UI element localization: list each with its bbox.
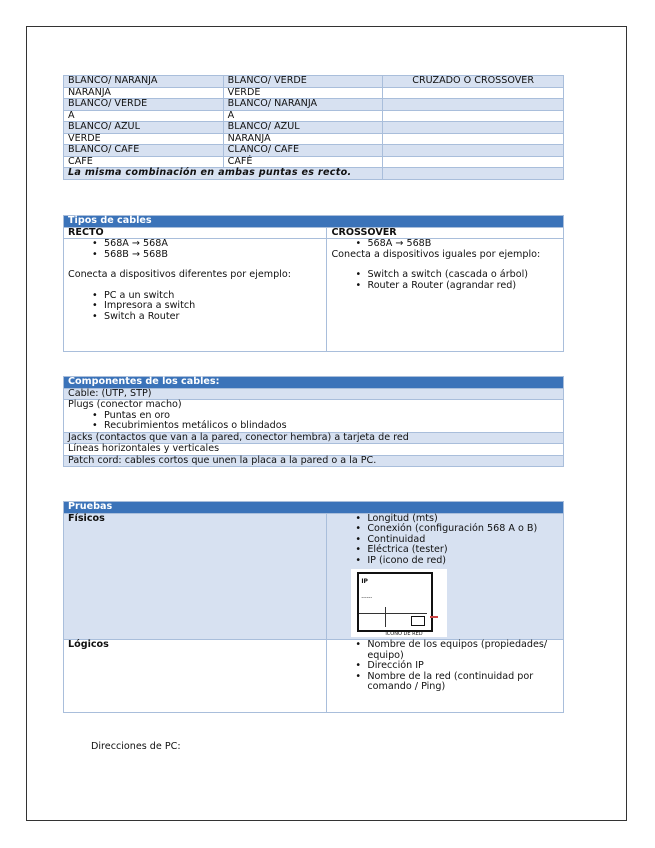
wiring-row <box>64 110 564 122</box>
components-plugs: Plugs (conector macho) <box>68 399 182 410</box>
wiring-cell <box>383 133 564 145</box>
wiring-cell: BLANCO/ NARANJA <box>64 76 224 88</box>
wiring-cell: BLANCO/ CAFE <box>64 145 224 157</box>
wiring-cell <box>383 145 564 157</box>
wiring-row <box>64 87 564 99</box>
wiring-row <box>64 145 564 157</box>
footer-text: Direcciones de PC: <box>91 741 181 752</box>
wiring-row <box>64 156 564 168</box>
recto-heading: RECTO <box>64 227 327 239</box>
network-plug-icon <box>411 616 425 626</box>
fisicos-item-4: • Eléctrica (tester) <box>355 545 559 556</box>
wiring-cell: VERDE <box>64 133 224 145</box>
plug-item-2: • Recubrimientos metálicos o blindados <box>92 421 559 432</box>
logicos-item-3: • Nombre de la red (continuidad por comando / Ping) <box>355 672 559 693</box>
logicos-label: Lógicos <box>64 640 327 713</box>
recto-std-1: • 568A → 568A <box>92 239 322 250</box>
components-title: Componentes de los cables: <box>64 377 564 389</box>
wiring-row <box>64 133 564 145</box>
components-patch: Patch cord: cables cortos que unen la placa a la pared o a la PC. <box>64 455 564 467</box>
wiring-cell: BLANCO/ VERDE <box>223 76 383 88</box>
wiring-cell: NARANJA <box>223 133 383 145</box>
tests-table <box>63 501 564 713</box>
recto-example-2: • Impresora a switch <box>92 301 322 312</box>
logicos-item-1: • Nombre de los equipos (propiedades/ equipo) <box>355 640 559 661</box>
wiring-cell <box>383 99 564 111</box>
wiring-row <box>64 122 564 134</box>
crossover-desc: Conecta a dispositivos iguales por ejemplo: <box>331 248 541 260</box>
components-cable: Cable: (UTP, STP) <box>64 388 564 400</box>
logicos-item-2: • Dirección IP <box>355 661 559 672</box>
wiring-cell: BLANCO/ VERDE <box>64 99 224 111</box>
wiring-cell <box>383 156 564 168</box>
wiring-cell: CLANCO/ CAFE <box>223 145 383 157</box>
wiring-cell: VERDE <box>223 87 383 99</box>
crossover-example-1: • Switch a switch (cascada o árbol) <box>355 270 559 281</box>
wiring-cell: BLANCO/ AZUL <box>64 122 224 134</box>
components-jacks: Jacks (contactos que van a la pared, conector hembra) a tarjeta de red <box>64 432 564 444</box>
crossover-heading: CROSSOVER <box>327 227 564 239</box>
wiring-cell <box>383 87 564 99</box>
recto-desc: Conecta a dispositivos diferentes por ejemplo: <box>68 269 291 280</box>
recto-example-1: • PC a un switch <box>92 291 322 302</box>
wiring-row <box>64 76 564 88</box>
wiring-cell: A <box>223 110 383 122</box>
fisicos-item-5: • IP (icono de red) <box>355 556 559 567</box>
wiring-row <box>64 99 564 111</box>
recto-example-3: • Switch a Router <box>92 312 322 323</box>
wiring-cell: BLANCO/ NARANJA <box>223 99 383 111</box>
wiring-table <box>63 75 564 180</box>
tests-title: Pruebas <box>64 502 564 514</box>
recto-std-2: • 568B → 568B <box>92 250 322 261</box>
components-table <box>63 376 564 467</box>
network-icon-image: IP ------ ICONO DE RED <box>351 569 447 637</box>
fisicos-item-3: • Continuidad <box>355 535 559 546</box>
cable-types-title: Tipos de cables <box>64 216 564 228</box>
wiring-cell <box>383 122 564 134</box>
plug-item-1: • Puntas en oro <box>92 411 559 422</box>
fisicos-label: Físicos <box>64 513 327 640</box>
wiring-note: La misma combinación en ambas puntas es recto. <box>64 168 383 180</box>
crossover-std-1: • 568A → 568B <box>355 239 559 250</box>
wiring-cell: CAFE <box>64 156 224 168</box>
wiring-cell <box>383 110 564 122</box>
wiring-cell: CRUZADO O CROSSOVER <box>383 76 564 88</box>
components-lines: Líneas horizontales y verticales <box>64 444 564 456</box>
wiring-cell: BLANCO/ AZUL <box>223 122 383 134</box>
fisicos-item-1: • Longitud (mts) <box>355 514 559 525</box>
cable-types-table <box>63 215 564 352</box>
wiring-cell: CAFÉ <box>223 156 383 168</box>
wiring-cell: NARANJA <box>64 87 224 99</box>
fisicos-item-2: • Conexión (configuración 568 A o B) <box>355 524 559 535</box>
crossover-example-2: • Router a Router (agrandar red) <box>355 281 559 292</box>
wiring-cell: A <box>64 110 224 122</box>
